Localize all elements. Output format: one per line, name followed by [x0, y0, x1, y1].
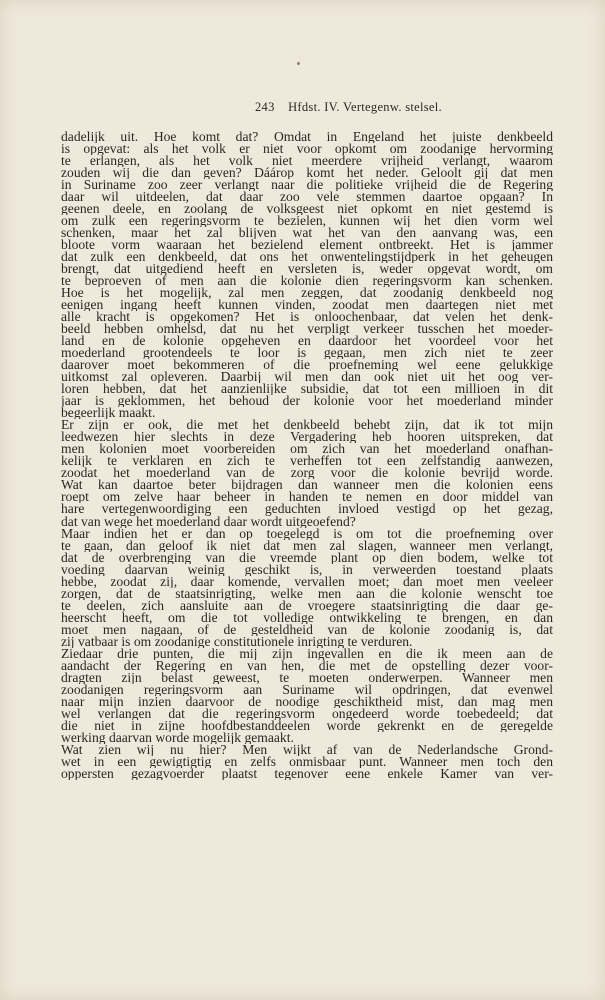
text-line: is opgevat: als het volk er niet voor opkomt om zoodanige hervorming — [61, 143, 553, 156]
text-line: te deelen, zich aansluite aan de vroegere staatsinrigting die daar ge- — [61, 599, 553, 612]
text-line: alle kracht is opgekomen? Het is onloochenbaar, dat velen het denk- — [61, 311, 553, 324]
text-line: om zulk een regeringsvorm te bezielen, kunnen wij het dien vorm wel — [61, 215, 553, 228]
text-line: leedwezen hier slechts in deze Vergadering heb hooren uitspreken, dat — [61, 431, 553, 444]
body-text — [61, 131, 553, 780]
text-line: kelijk te verklaren en zich te verheffen tot een zelfstandig aanwezen, — [61, 455, 553, 468]
text-line: oppersten gezagvoerder plaatst tegenover eene enkele Kamer van ver- — [61, 767, 553, 780]
text-line: roept om zelve haar beheer in handen te nemen en door middel van — [61, 491, 553, 504]
text-line: wet in een gewigtigtig en zelfs onmisbaar punt. Wanneer men toch den — [61, 755, 553, 768]
text-line: Maar indien het er dan op toegelegd is om tot die proefneming over — [61, 527, 553, 540]
text-line: zoodat het moederland van de zorg voor die kolonie bevrijd worde. — [61, 467, 553, 480]
text-line: dat de overbrenging van die vreemde plant op dien bodem, welke tot — [61, 551, 553, 564]
text-line: beeld hebben omhelsd, dat nu het verpligt verkeer tusschen het moeder- — [61, 323, 553, 336]
text-line: dat zulk een denkbeeld, dat ons het onwentelingstijdperk in het geheugen — [61, 251, 553, 264]
text-line: te gaan, dan geloof ik niet dat men zal slagen, wanneer men verlangt, — [61, 539, 553, 552]
text-line: hare vertegenwoordiging een geduchten invloed vestigd op het gezag, — [61, 503, 553, 516]
text-line: in Suriname zoo zeer verlangt naar die politieke vrijheid die de Regering — [61, 179, 553, 192]
text-line: Wat zien wij nu hier? Men wijkt af van de Nederlandsche Grond- — [61, 743, 553, 756]
text-line: brengt, dat uitgediend heeft en versleten is, weder opgevat wordt, om — [61, 263, 553, 276]
text-line: moederland grootendeels te loor is gegaan, men zich niet te zeer — [61, 347, 553, 360]
text-line: begeerlijk maakt. — [61, 407, 156, 420]
text-line: daarover moet bekommeren of die proefneming wel eene gelukkige — [61, 359, 553, 372]
text-line: land en de kolonie opgeheven en daardoor het voordeel voor het — [61, 335, 553, 348]
text-line: zorgen, dat de staatsinrigting, welke men aan die kolonie wenscht toe — [61, 587, 553, 600]
text-line: werking daarvan worde mogelijk gemaakt. — [61, 731, 294, 744]
text-line: zij vatbaar is om zoodanige constitutionele inrigting te verduren. — [61, 635, 413, 648]
text-line: die niet in zijne hoofdbestanddeelen worde gekrenkt en de geregelde — [61, 719, 553, 732]
text-line: eenigen ingang heeft kunnen vinden, zoodat men daartegen niet met — [61, 299, 553, 312]
print-speck — [297, 62, 300, 65]
text-line: zoodanigen regeringsvorm aan Suriname wil opdringen, dat evenwel — [61, 683, 553, 696]
text-line: hebbe, zoodat zij, daar komende, vervallen moet; dan moet men veeleer — [61, 575, 553, 588]
text-line: naar mijn inzien daarvoor de noodige geschiktheid mist, dan mag men — [61, 695, 553, 708]
text-line: Wat kan daartoe beter bijdragen dan wanneer men die kolonien eens — [61, 479, 553, 492]
text-line: heerscht heeft, om die tot volledige ontwikkeling te brengen, en dan — [61, 611, 553, 624]
text-line: loren hebben, dat het aanzienlijke subsidie, dat tot een millioen in dit — [61, 383, 553, 396]
text-line: zouden wij die dan geven? Dáárop komt het neder. Geloolt gij dat men — [61, 167, 553, 180]
text-line: moet men nagaan, of de gesteldheid van de kolonie zoodanig is, dat — [61, 623, 553, 636]
text-line: men kolonien moet voorbereiden om zich van het moederland onafhan- — [61, 443, 553, 456]
running-header — [255, 100, 555, 115]
text-line: te beproeven of men aan die kolonie dien regeringsvorm kan schenken. — [61, 275, 553, 288]
text-line: wel verlangen dat die regeringsvorm ongedeerd worde toebedeeld; dat — [61, 707, 553, 720]
running-title: Hfdst. IV. Vertegenw. stelsel. — [288, 100, 442, 114]
text-line: bloote vorm waaraan het bezielend element ontbreekt. Het is jammer — [61, 239, 553, 252]
text-line: Er zijn er ook, die met het denkbeeld behebt zijn, dat ik tot mijn — [61, 419, 553, 432]
text-line: geenen deele, en zoolang de volksgeest niet opkomt en niet gestemd is — [61, 203, 553, 216]
text-line: jaar is geklommen, het behoud der kolonie voor het moederland minder — [61, 395, 553, 408]
text-line: Hoe is het mogelijk, zal men zeggen, dat zoodanig denkbeeld nog — [61, 287, 553, 300]
text-line: Ziedaar drie punten, die mij zijn ingevallen en die ik meen aan de — [61, 647, 553, 660]
text-line: dragten zijn belast geweest, te moeten onderwerpen. Wanneer men — [61, 671, 553, 684]
page-number: 243 — [255, 100, 275, 114]
text-line: dat van wege het moederland daar wordt uitgeoefend? — [61, 515, 356, 528]
text-line: uitkomst zal opleveren. Daarbij wil men dan ook niet uit het oog ver- — [61, 371, 553, 384]
text-line: voeding daarvan weinig geschikt is, in verweerden toestand plaats — [61, 563, 553, 576]
text-line: schenken, maar het zal blijven wat het van den aanvang was, een — [61, 227, 553, 240]
text-line: dadelijk uit. Hoe komt dat? Omdat in Engeland het juiste denkbeeld — [61, 131, 553, 144]
text-line: aandacht der Regering en van hen, die met de opstelling dezer voor- — [61, 659, 553, 672]
text-line: te erlangen, als het volk niet meerdere vrijheid verlangt, waarom — [61, 155, 553, 168]
text-line: daar wil uitdeelen, dat daar zoo vele stemmen daartoe opgaan? In — [61, 191, 553, 204]
